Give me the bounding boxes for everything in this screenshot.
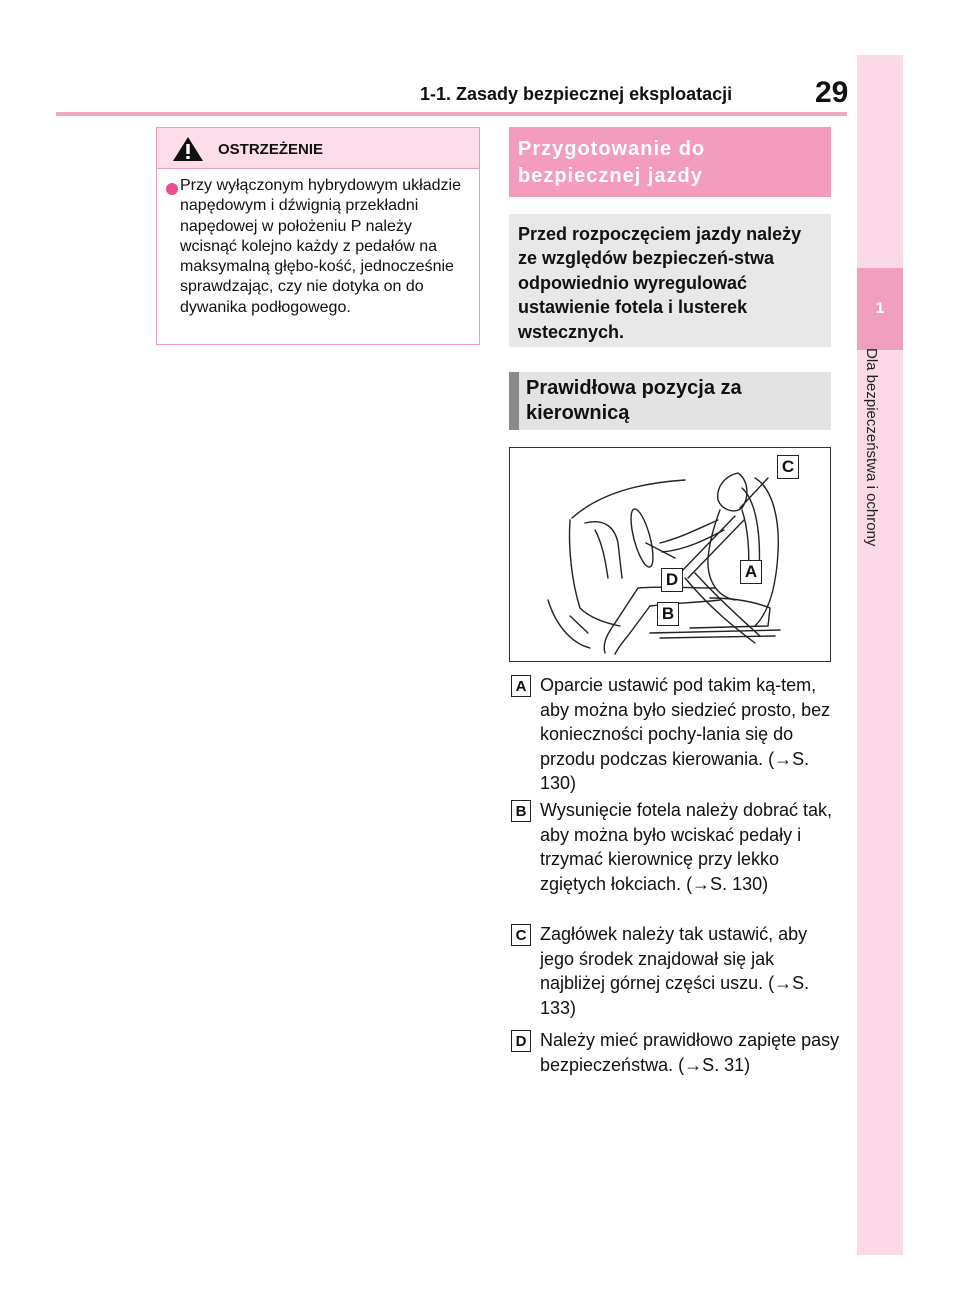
bullet-icon [166,183,178,195]
intro-text: Przed rozpoczęciem jazdy należy ze względów bezpieczeń-stwa odpowiednio wyregulować ustawienie fotela i lusterek wstecznych. [518,224,802,342]
description-letter: A [511,675,531,697]
driver-seat-illustration [510,448,830,661]
warning-text: Przy wyłączonym hybrydowym układzie napędowym i dźwignią przekładni napędowej w położeniu P należy wcisnąć kolejno każdy z pedałów na maksymalną głębo-kość, jednocześnie sprawdzając, czy nie dotyka on do dywanika podłogowego. [180,177,461,316]
header-divider [56,112,847,116]
description-letter: C [511,924,531,946]
figure-label-a: A [740,560,762,584]
page-number: 29 [815,76,849,109]
subsection-title: Prawidłowa pozycja za kierownicą [526,377,742,424]
warning-triangle-icon [171,135,205,163]
description-text: Należy mieć prawidłowo zapięte pasy bezpieczeństwa. (→S. 31) [540,1030,840,1075]
side-chapter-strip [857,55,903,1255]
subsection-accent-bar [509,372,519,430]
description-letter: B [511,800,531,822]
description-text: Oparcie ustawić pod takim ką-tem, aby można było siedzieć prosto, bez konieczności pochy-lania się do przodu podczas kierowania. (→S. 130) [540,675,831,794]
description-text: Wysunięcie fotela należy dobrać tak, aby można było wciskać pedały i trzymać kierownicę przy lekko zgiętych łokciach. (→S. 130) [540,800,832,894]
warning-title: OSTRZEŻENIE [218,141,324,158]
chapter-section-title: 1-1. Zasady bezpiecznej eksploatacji [420,84,733,104]
section-title: Przygotowanie do bezpiecznej jazdy [518,138,706,187]
figure-label-c: C [777,455,799,479]
description-letter: D [511,1030,531,1052]
figure-label-b: B [657,602,679,626]
chapter-side-label: Dla bezpieczeństwa i ochrony [863,348,880,547]
chapter-number-tab: 1 [857,268,903,350]
description-text: Zagłówek należy tak ustawić, aby jego środek znajdował się jak najbliżej górnej części uszu. (→S. 133) [540,924,810,1018]
figure-label-d: D [661,568,683,592]
